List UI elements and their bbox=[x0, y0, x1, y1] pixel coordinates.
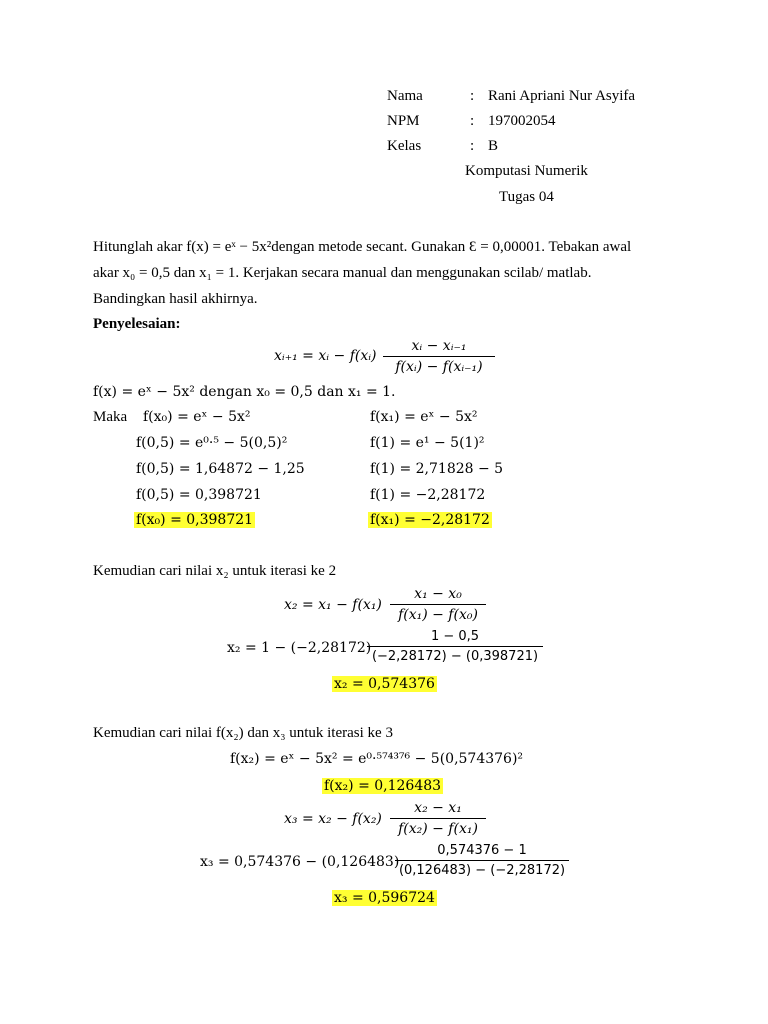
maka-label: Maka bbox=[93, 409, 128, 425]
problem-line-1: Hitunglah akar f(x) = eˣ − 5x²dengan metode secant. Gunakan Ɛ = 0,00001. Tebakan awal bbox=[93, 239, 632, 255]
problem-line-3: Bandingkan hasil akhirnya. bbox=[93, 291, 258, 307]
iter2-formula-denominator: f(x₁) − f(x₀) bbox=[398, 607, 478, 623]
right-step: f(x₁) = eˣ − 5x² bbox=[370, 409, 478, 425]
iter2-sub-fraction bbox=[367, 629, 543, 664]
npm-value: 197002054 bbox=[488, 113, 556, 129]
given-statement: f(x) = eˣ − 5x² dengan x₀ = 0,5 dan x₁ = 1. bbox=[93, 384, 396, 400]
iter2-sub-denominator: (−2,28172) − (0,398721) bbox=[371, 649, 539, 664]
formula-fraction bbox=[383, 338, 495, 375]
fx2-expression: f(x₂) = eˣ − 5x² = e⁰·⁵⁷⁴³⁷⁶ − 5(0,574376)² bbox=[230, 751, 524, 767]
x3-result-highlight: x₃ = 0,596724 bbox=[334, 890, 435, 906]
iter3-intro: Kemudian cari nilai f(x₂) dan x₃ untuk iterasi ke 3 bbox=[93, 725, 393, 741]
left-step: f(0,5) = 1,64872 − 1,25 bbox=[136, 461, 305, 477]
iter3-formula-fraction bbox=[390, 800, 486, 837]
iter2-sub-lhs: x₂ = 1 − (−2,28172) bbox=[227, 640, 372, 656]
iter3-formula-denominator: f(x₂) − f(x₁) bbox=[398, 821, 478, 837]
iter3-sub-fraction bbox=[395, 843, 569, 878]
iter2-intro: Kemudian cari nilai x₂ untuk iterasi ke 2 bbox=[93, 563, 337, 579]
right-step: f(1) = 2,71828 − 5 bbox=[370, 461, 504, 477]
iter2-formula-fraction bbox=[390, 586, 486, 623]
left-step: f(0,5) = 0,398721 bbox=[136, 487, 262, 503]
iter3-sub-denominator: (0,126483) − (−2,28172) bbox=[398, 863, 566, 878]
assignment-title: Tugas 04 bbox=[499, 189, 554, 205]
fx1-result-highlight: f(x₁) = −2,28172 bbox=[370, 512, 490, 528]
fx2-result-highlight: f(x₂) = 0,126483 bbox=[324, 778, 442, 794]
nama-label: Nama bbox=[387, 88, 423, 104]
iter3-formula-numerator: x₂ − x₁ bbox=[414, 800, 462, 816]
iter3-sub-lhs: x₃ = 0,574376 − (0,126483) bbox=[200, 854, 400, 870]
fx0-result-highlight: f(x₀) = 0,398721 bbox=[136, 512, 254, 528]
iter3-formula-lhs: x₃ = x₂ − f(x₂) bbox=[284, 811, 382, 827]
x2-result-highlight: x₂ = 0,574376 bbox=[334, 676, 435, 692]
nama-colon: : bbox=[470, 88, 475, 104]
solution-heading: Penyelesaian: bbox=[93, 316, 181, 332]
course-title: Komputasi Numerik bbox=[465, 163, 588, 179]
npm-label: NPM bbox=[387, 113, 420, 129]
right-step: f(1) = −2,28172 bbox=[370, 487, 486, 503]
formula-denominator: f(xᵢ) − f(xᵢ₋₁) bbox=[395, 359, 483, 375]
nama-value: Rani Apriani Nur Asyifa bbox=[488, 88, 636, 104]
right-step: f(1) = e¹ − 5(1)² bbox=[370, 435, 485, 451]
left-step: f(x₀) = eˣ − 5x² bbox=[143, 409, 251, 425]
formula-numerator: xᵢ − xᵢ₋₁ bbox=[411, 338, 467, 354]
formula-lhs: xᵢ₊₁ = xᵢ − f(xᵢ) bbox=[274, 348, 377, 364]
iter2-formula-lhs: x₂ = x₁ − f(x₁) bbox=[284, 597, 382, 613]
npm-colon: : bbox=[470, 113, 475, 129]
iter3-sub-numerator: 0,574376 − 1 bbox=[437, 843, 527, 858]
left-step: f(0,5) = e⁰·⁵ − 5(0,5)² bbox=[136, 435, 288, 451]
kelas-colon: : bbox=[470, 138, 475, 154]
iter2-sub-numerator: 1 − 0,5 bbox=[430, 629, 480, 644]
kelas-value: B bbox=[488, 138, 499, 154]
iter2-formula-numerator: x₁ − x₀ bbox=[414, 586, 462, 602]
problem-line-2: akar x₀ = 0,5 dan x₁ = 1. Kerjakan secara manual dan menggunakan scilab/ matlab. bbox=[93, 265, 592, 281]
kelas-label: Kelas bbox=[387, 138, 422, 154]
